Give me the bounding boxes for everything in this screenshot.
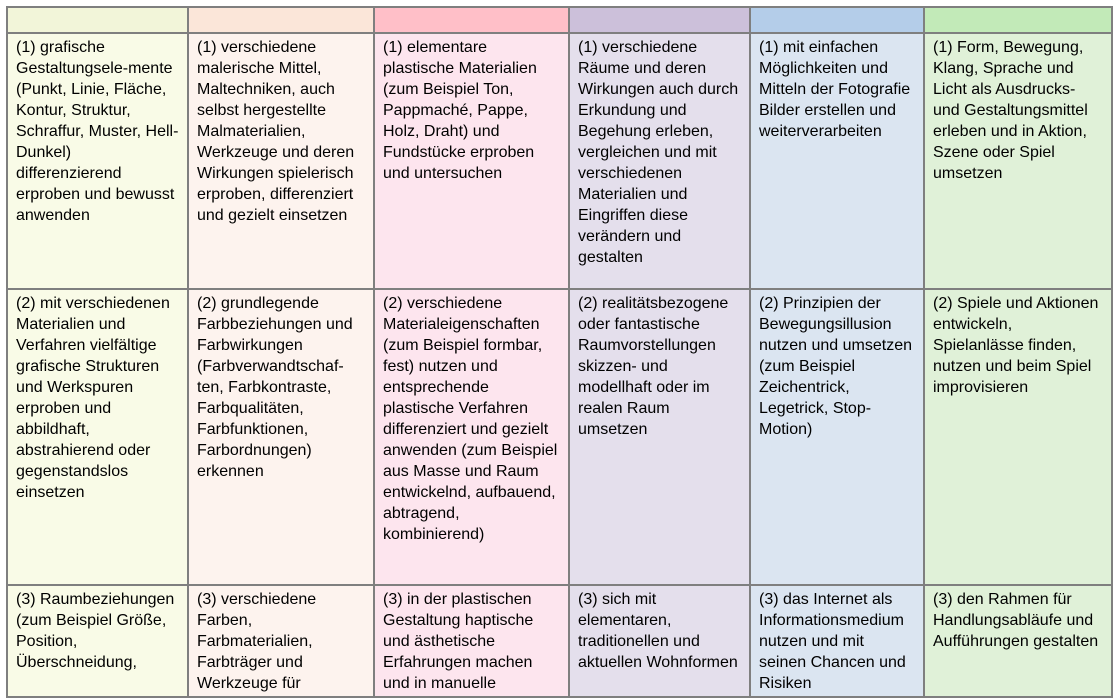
- header-cell-space: [569, 7, 750, 33]
- competency-table: [6, 6, 1113, 698]
- table-cell: (3) in der plastischen Gestaltung haptische und ästhetische Erfahrungen machen und in manuelle: [374, 585, 569, 697]
- table-cell: (1) grafische Gestaltungsele-mente (Punkt, Linie, Fläche, Kontur, Struktur, Schraffur, Muster, Hell-Dunkel) differenzierend erproben und bewusst anwenden: [7, 33, 188, 289]
- table-cell: (1) verschiedene Räume und deren Wirkungen auch durch Erkundung und Begehung erleben, vergleichen und mit verschiedenen Materialien und Eingriffen diese verändern und gestalten: [569, 33, 750, 289]
- table-cell: (1) mit einfachen Möglichkeiten und Mitteln der Fotografie Bilder erstellen und weiterverarbeiten: [750, 33, 924, 289]
- table-cell: (2) realitätsbezogene oder fantastische Raumvorstellungen skizzen- und modellhaft oder im realen Raum umsetzen: [569, 289, 750, 585]
- table-cell: (2) verschiedene Materialeigenschaften (zum Beispiel formbar, fest) nutzen und entsprechende plastische Verfahren differenziert und gezielt anwenden (zum Beispiel aus Masse und Raum entwickelnd, aufbauend, abtragend, kombinierend): [374, 289, 569, 585]
- header-row: [7, 7, 1112, 33]
- table-cell: (2) grundlegende Farbbeziehungen und Farbwirkungen (Farbverwandtschaf-ten, Farbkontraste, Farbqualitäten, Farbfunktionen, Farbordnungen) erkennen: [188, 289, 374, 585]
- header-cell-graphic: [7, 7, 188, 33]
- table-row: [7, 33, 1112, 289]
- table-cell: (3) sich mit elementaren, traditionellen und aktuellen Wohnformen: [569, 585, 750, 697]
- table-cell: (1) elementare plastische Materialien (zum Beispiel Ton, Pappmaché, Pappe, Holz, Draht) und Fundstücke erproben und untersuchen: [374, 33, 569, 289]
- table-cell: (3) den Rahmen für Handlungsabläufe und Aufführungen gestalten: [924, 585, 1112, 697]
- table-cell: (3) das Internet als Informationsmedium nutzen und mit seinen Chancen und Risiken: [750, 585, 924, 697]
- table-cell: (2) Prinzipien der Bewegungsillusion nutzen und umsetzen (zum Beispiel Zeichentrick, Legetrick, Stop-Motion): [750, 289, 924, 585]
- table-cell: (1) Form, Bewegung, Klang, Sprache und Licht als Ausdrucks- und Gestaltungsmittel erleben und in Aktion, Szene oder Spiel umsetzen: [924, 33, 1112, 289]
- table-cell: (2) mit verschiedenen Materialien und Verfahren vielfältige grafische Strukturen und Werkspuren erproben und abbildhaft, abstrahierend oder gegenstandslos einsetzen: [7, 289, 188, 585]
- header-cell-painting: [188, 7, 374, 33]
- table-cell: (1) verschiedene malerische Mittel, Maltechniken, auch selbst hergestellte Malmaterialien, Werkzeuge und deren Wirkungen spielerisch erproben, differenziert und gezielt einsetzen: [188, 33, 374, 289]
- header-cell-sculpture: [374, 7, 569, 33]
- header-cell-media: [750, 7, 924, 33]
- table-cell: (2) Spiele und Aktionen entwickeln, Spielanlässe finden, nutzen und beim Spiel improvisieren: [924, 289, 1112, 585]
- table-cell: (3) Raumbeziehungen (zum Beispiel Größe, Position, Überschneidung,: [7, 585, 188, 697]
- table-cell: (3) verschiedene Farben, Farbmaterialien, Farbträger und Werkzeuge für: [188, 585, 374, 697]
- header-cell-performance: [924, 7, 1112, 33]
- table-row: [7, 289, 1112, 585]
- table-row: [7, 585, 1112, 697]
